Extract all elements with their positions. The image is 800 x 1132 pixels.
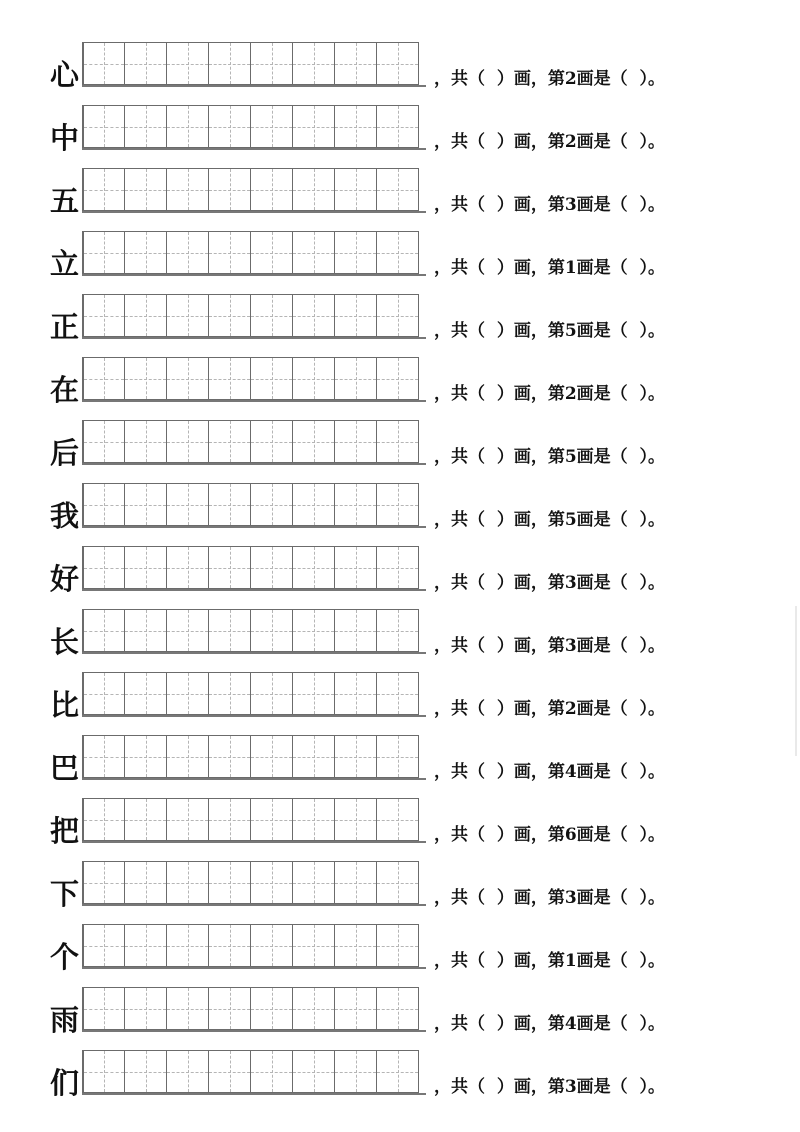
- grid-cell[interactable]: [82, 294, 125, 337]
- grid-cell[interactable]: [124, 483, 167, 526]
- grid-cell[interactable]: [82, 735, 125, 778]
- worksheet-row: [0, 798, 800, 858]
- grid-cell[interactable]: [334, 1050, 377, 1093]
- grid-cell[interactable]: [208, 168, 251, 211]
- grid-cell[interactable]: [376, 735, 419, 778]
- grid-cell[interactable]: [166, 546, 209, 589]
- grid-cell[interactable]: [292, 483, 335, 526]
- grid-cell[interactable]: [124, 231, 167, 274]
- grid-cell[interactable]: [82, 924, 125, 967]
- grid-cell[interactable]: [124, 42, 167, 85]
- practice-character: 立: [50, 247, 80, 281]
- stroke-question[interactable]: ，共（ ）画，第1画是（ ）。: [434, 258, 666, 278]
- grid-cell[interactable]: [334, 861, 377, 904]
- grid-cell[interactable]: [292, 609, 335, 652]
- grid-cell[interactable]: [292, 168, 335, 211]
- grid-cell[interactable]: [292, 798, 335, 841]
- writing-grid[interactable]: [82, 987, 426, 1032]
- practice-character: 雨: [50, 1003, 80, 1037]
- stroke-question[interactable]: ，共（ ）画，第3画是（ ）。: [434, 888, 666, 908]
- grid-cell[interactable]: [166, 798, 209, 841]
- grid-cell[interactable]: [166, 231, 209, 274]
- grid-cell[interactable]: [334, 357, 377, 400]
- grid-cell[interactable]: [208, 798, 251, 841]
- grid-cell[interactable]: [82, 609, 125, 652]
- grid-cell[interactable]: [82, 168, 125, 211]
- writing-grid[interactable]: [82, 231, 426, 276]
- grid-cell[interactable]: [376, 168, 419, 211]
- grid-cell[interactable]: [166, 105, 209, 148]
- grid-cell[interactable]: [82, 105, 125, 148]
- worksheet-row: [0, 42, 800, 102]
- grid-cell[interactable]: [376, 294, 419, 337]
- grid-cell[interactable]: [166, 861, 209, 904]
- writing-grid[interactable]: [82, 168, 426, 213]
- worksheet-row: [0, 168, 800, 228]
- grid-cell[interactable]: [124, 420, 167, 463]
- grid-cell[interactable]: [250, 420, 293, 463]
- grid-cell[interactable]: [334, 42, 377, 85]
- practice-character: 个: [50, 940, 80, 974]
- worksheet-row: [0, 483, 800, 543]
- grid-cell[interactable]: [208, 924, 251, 967]
- practice-character: 后: [50, 436, 80, 470]
- worksheet-row: [0, 861, 800, 921]
- grid-cell[interactable]: [292, 1050, 335, 1093]
- grid-cell[interactable]: [208, 357, 251, 400]
- grid-cell[interactable]: [334, 987, 377, 1030]
- grid-cell[interactable]: [250, 924, 293, 967]
- writing-grid[interactable]: [82, 798, 426, 843]
- grid-cell[interactable]: [166, 735, 209, 778]
- grid-cell[interactable]: [292, 231, 335, 274]
- grid-cell[interactable]: [376, 357, 419, 400]
- grid-cell[interactable]: [208, 294, 251, 337]
- grid-cell[interactable]: [124, 735, 167, 778]
- grid-cell[interactable]: [376, 987, 419, 1030]
- stroke-question[interactable]: ，共（ ）画，第5画是（ ）。: [434, 321, 666, 341]
- practice-character: 们: [50, 1066, 80, 1100]
- grid-cell[interactable]: [292, 357, 335, 400]
- practice-character: 正: [50, 310, 80, 344]
- practice-character: 巴: [50, 751, 80, 785]
- writing-grid[interactable]: [82, 42, 426, 87]
- writing-grid[interactable]: [82, 1050, 426, 1095]
- stroke-question[interactable]: ，共（ ）画，第6画是（ ）。: [434, 825, 666, 845]
- writing-grid[interactable]: [82, 294, 426, 339]
- grid-cell[interactable]: [250, 231, 293, 274]
- practice-character: 把: [50, 814, 80, 848]
- writing-grid[interactable]: [82, 546, 426, 591]
- worksheet-row: [0, 609, 800, 669]
- grid-cell[interactable]: [124, 168, 167, 211]
- grid-cell[interactable]: [376, 420, 419, 463]
- grid-cell[interactable]: [334, 546, 377, 589]
- grid-cell[interactable]: [376, 105, 419, 148]
- writing-grid[interactable]: [82, 861, 426, 906]
- grid-cell[interactable]: [250, 987, 293, 1030]
- grid-cell[interactable]: [250, 798, 293, 841]
- grid-cell[interactable]: [166, 483, 209, 526]
- practice-character: 好: [50, 562, 80, 596]
- grid-cell[interactable]: [250, 609, 293, 652]
- stroke-question[interactable]: ，共（ ）画，第3画是（ ）。: [434, 636, 666, 656]
- grid-cell[interactable]: [376, 861, 419, 904]
- grid-cell[interactable]: [208, 672, 251, 715]
- grid-cell[interactable]: [250, 735, 293, 778]
- worksheet-row: [0, 672, 800, 732]
- grid-cell[interactable]: [334, 294, 377, 337]
- grid-cell[interactable]: [292, 546, 335, 589]
- grid-cell[interactable]: [124, 294, 167, 337]
- grid-cell[interactable]: [376, 798, 419, 841]
- stroke-question[interactable]: ，共（ ）画，第3画是（ ）。: [434, 573, 666, 593]
- grid-cell[interactable]: [376, 483, 419, 526]
- grid-cell[interactable]: [82, 483, 125, 526]
- grid-cell[interactable]: [208, 735, 251, 778]
- grid-cell[interactable]: [82, 672, 125, 715]
- grid-cell[interactable]: [250, 483, 293, 526]
- writing-grid[interactable]: [82, 105, 426, 150]
- grid-cell[interactable]: [250, 357, 293, 400]
- grid-cell[interactable]: [124, 861, 167, 904]
- grid-cell[interactable]: [166, 357, 209, 400]
- stroke-question[interactable]: ，共（ ）画，第3画是（ ）。: [434, 195, 666, 215]
- practice-character: 下: [50, 877, 80, 911]
- grid-cell[interactable]: [208, 483, 251, 526]
- writing-grid[interactable]: [82, 420, 426, 465]
- writing-grid[interactable]: [82, 924, 426, 969]
- grid-cell[interactable]: [292, 987, 335, 1030]
- grid-cell[interactable]: [334, 105, 377, 148]
- grid-cell[interactable]: [166, 924, 209, 967]
- stroke-question[interactable]: ，共（ ）画，第4画是（ ）。: [434, 1014, 666, 1034]
- practice-character: 我: [50, 499, 80, 533]
- stroke-question[interactable]: ，共（ ）画，第2画是（ ）。: [434, 69, 666, 89]
- grid-cell[interactable]: [208, 546, 251, 589]
- grid-cell[interactable]: [376, 609, 419, 652]
- grid-cell[interactable]: [208, 105, 251, 148]
- grid-cell[interactable]: [292, 105, 335, 148]
- grid-cell[interactable]: [292, 924, 335, 967]
- stroke-question[interactable]: ，共（ ）画，第4画是（ ）。: [434, 762, 666, 782]
- grid-cell[interactable]: [208, 861, 251, 904]
- grid-cell[interactable]: [82, 798, 125, 841]
- grid-cell[interactable]: [334, 672, 377, 715]
- grid-cell[interactable]: [208, 987, 251, 1030]
- practice-character: 五: [50, 184, 80, 218]
- worksheet-row: [0, 735, 800, 795]
- grid-cell[interactable]: [208, 420, 251, 463]
- grid-cell[interactable]: [334, 924, 377, 967]
- worksheet-row: [0, 987, 800, 1047]
- writing-grid[interactable]: [82, 672, 426, 717]
- grid-cell[interactable]: [166, 1050, 209, 1093]
- grid-cell[interactable]: [292, 735, 335, 778]
- grid-cell[interactable]: [292, 294, 335, 337]
- grid-cell[interactable]: [250, 168, 293, 211]
- grid-cell[interactable]: [166, 420, 209, 463]
- grid-cell[interactable]: [124, 672, 167, 715]
- grid-cell[interactable]: [376, 672, 419, 715]
- grid-cell[interactable]: [82, 42, 125, 85]
- grid-cell[interactable]: [250, 1050, 293, 1093]
- stroke-question[interactable]: ，共（ ）画，第2画是（ ）。: [434, 384, 666, 404]
- writing-grid[interactable]: [82, 735, 426, 780]
- grid-cell[interactable]: [82, 420, 125, 463]
- grid-cell[interactable]: [124, 609, 167, 652]
- grid-cell[interactable]: [250, 42, 293, 85]
- worksheet-row: [0, 231, 800, 291]
- grid-cell[interactable]: [250, 105, 293, 148]
- worksheet-row: [0, 105, 800, 165]
- grid-cell[interactable]: [292, 42, 335, 85]
- grid-cell[interactable]: [250, 672, 293, 715]
- worksheet-row: [0, 294, 800, 354]
- grid-cell[interactable]: [250, 294, 293, 337]
- grid-cell[interactable]: [376, 42, 419, 85]
- practice-character: 在: [50, 373, 80, 407]
- stroke-question[interactable]: ，共（ ）画，第3画是（ ）。: [434, 1077, 666, 1097]
- practice-character: 心: [50, 58, 80, 92]
- grid-cell[interactable]: [334, 609, 377, 652]
- grid-cell[interactable]: [82, 357, 125, 400]
- grid-cell[interactable]: [124, 987, 167, 1030]
- writing-grid[interactable]: [82, 483, 426, 528]
- worksheet-row: [0, 420, 800, 480]
- grid-cell[interactable]: [334, 168, 377, 211]
- grid-cell[interactable]: [334, 798, 377, 841]
- grid-cell[interactable]: [292, 861, 335, 904]
- grid-cell[interactable]: [124, 924, 167, 967]
- grid-cell[interactable]: [334, 483, 377, 526]
- practice-character: 比: [50, 688, 80, 722]
- worksheet-row: [0, 1050, 800, 1110]
- worksheet-row: [0, 924, 800, 984]
- grid-cell[interactable]: [208, 609, 251, 652]
- grid-cell[interactable]: [292, 672, 335, 715]
- grid-cell[interactable]: [250, 546, 293, 589]
- grid-cell[interactable]: [376, 1050, 419, 1093]
- stroke-question[interactable]: ，共（ ）画，第5画是（ ）。: [434, 447, 666, 467]
- grid-cell[interactable]: [376, 231, 419, 274]
- grid-cell[interactable]: [334, 231, 377, 274]
- grid-cell[interactable]: [334, 735, 377, 778]
- grid-cell[interactable]: [376, 924, 419, 967]
- grid-cell[interactable]: [124, 798, 167, 841]
- stroke-question[interactable]: ，共（ ）画，第2画是（ ）。: [434, 132, 666, 152]
- grid-cell[interactable]: [166, 609, 209, 652]
- scrollbar[interactable]: [795, 606, 797, 756]
- writing-grid[interactable]: [82, 357, 426, 402]
- grid-cell[interactable]: [376, 546, 419, 589]
- worksheet-row: [0, 546, 800, 606]
- grid-cell[interactable]: [334, 420, 377, 463]
- grid-cell[interactable]: [250, 861, 293, 904]
- grid-cell[interactable]: [124, 1050, 167, 1093]
- grid-cell[interactable]: [82, 231, 125, 274]
- grid-cell[interactable]: [82, 546, 125, 589]
- grid-cell[interactable]: [292, 420, 335, 463]
- grid-cell[interactable]: [166, 672, 209, 715]
- worksheet-row: [0, 357, 800, 417]
- writing-grid[interactable]: [82, 609, 426, 654]
- grid-cell[interactable]: [124, 105, 167, 148]
- grid-cell[interactable]: [124, 357, 167, 400]
- stroke-question[interactable]: ，共（ ）画，第5画是（ ）。: [434, 510, 666, 530]
- grid-cell[interactable]: [208, 1050, 251, 1093]
- stroke-question[interactable]: ，共（ ）画，第2画是（ ）。: [434, 699, 666, 719]
- practice-character: 中: [50, 121, 80, 155]
- grid-cell[interactable]: [166, 987, 209, 1030]
- grid-cell[interactable]: [82, 861, 125, 904]
- grid-cell[interactable]: [166, 168, 209, 211]
- practice-character: 长: [50, 625, 80, 659]
- grid-cell[interactable]: [82, 1050, 125, 1093]
- grid-cell[interactable]: [124, 546, 167, 589]
- grid-cell[interactable]: [166, 294, 209, 337]
- grid-cell[interactable]: [82, 987, 125, 1030]
- grid-cell[interactable]: [166, 42, 209, 85]
- grid-cell[interactable]: [208, 42, 251, 85]
- grid-cell[interactable]: [208, 231, 251, 274]
- stroke-question[interactable]: ，共（ ）画，第1画是（ ）。: [434, 951, 666, 971]
